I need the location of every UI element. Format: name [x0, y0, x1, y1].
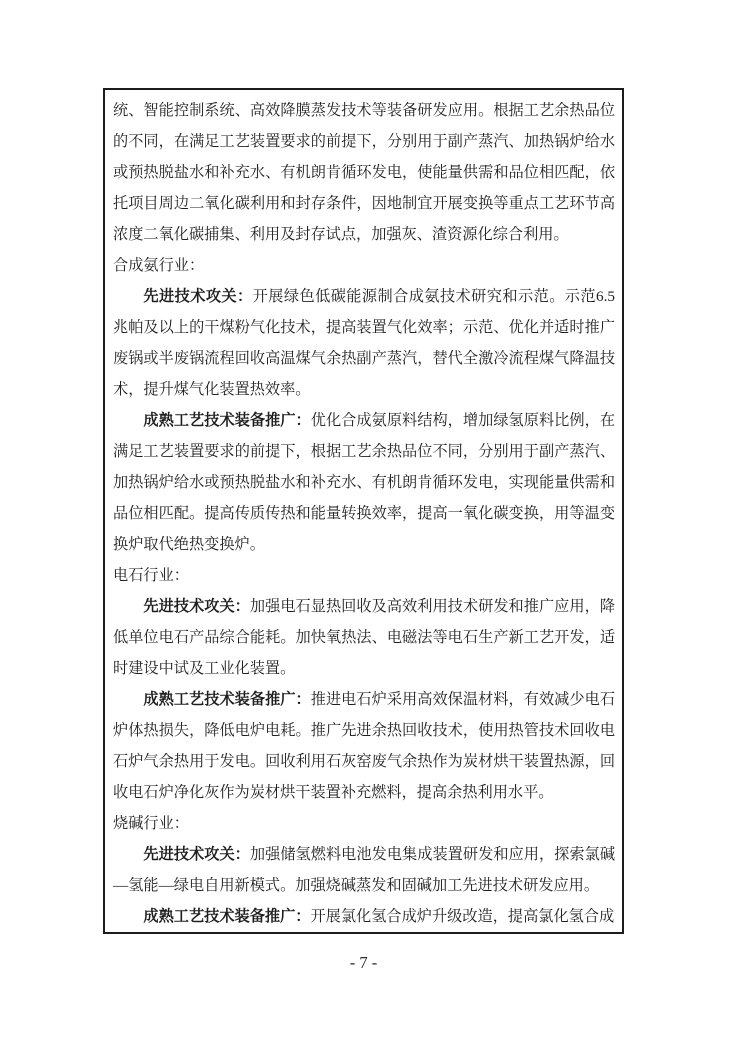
content-border-box	[103, 88, 624, 934]
paragraph-caustic-mature	[113, 901, 615, 932]
paragraph-carbide-advanced	[113, 591, 615, 684]
paragraph-text: 优化合成氨原料结构，增加绿氢原料比例，在满足工艺装置要求的前提下，根据工艺余热品位不同，分别用于副产蒸汽、加热锅炉给水或预热脱盐水和补充水、有机朗肯循环发电，实现能量供需和品位相匹配。提高传质传热和能量转换效率，提高一氧化碳变换，用等温变换炉取代绝热变换炉。	[113, 412, 616, 553]
paragraph-ammonia-mature	[113, 405, 615, 560]
paragraph-ammonia-advanced	[113, 281, 615, 405]
paragraph-carbide-mature	[113, 684, 615, 808]
paragraph-text: 开展绿色低碳能源制合成氨技术研究和示范。示范6.5兆帕及以上的干煤粉气化技术，提高装置气化效率；示范、优化并适时推广废锅或半废锅流程回收高温煤气余热副产蒸汽，替代全激冷流程煤气降温技术，提升煤气化装置热效率。	[113, 288, 616, 398]
paragraph-text: 开展氯化氢合成炉升级改造，提高氯化氢合成	[310, 908, 615, 925]
paragraph-lead: 先进技术攻关：	[143, 846, 250, 863]
section-heading-caustic-soda: 烧碱行业：	[113, 815, 189, 832]
paragraph-text: 加强储氢燃料电池发电集成装置研发和应用，探索氯碱—氢能—绿电自用新模式。加强烧碱蒸发和固碱加工先进技术研发应用。	[113, 846, 616, 894]
paragraph-text: 推进电石炉采用高效保温材料，有效减少电石炉体热损失，降低电炉电耗。推广先进余热回收技术，使用热管技术回收电石炉气余热用于发电。回收利用石灰窑废气余热作为炭材烘干装置热源，回收电石炉净化灰作为炭材烘干装置补充燃料，提高余热利用水平。	[113, 691, 616, 801]
paragraph-lead: 先进技术攻关：	[143, 598, 250, 615]
paragraph-lead: 先进技术攻关：	[143, 288, 253, 305]
page-number: - 7 -	[349, 953, 378, 972]
paragraph-text: 加强电石显热回收及高效利用技术研发和推广应用，降低单位电石产品综合能耗。加快氧热法、电磁法等电石生产新工艺开发，适时建设中试及工业化装置。	[113, 598, 616, 677]
paragraph-lead: 成熟工艺技术装备推广：	[143, 691, 311, 708]
section-heading-carbide: 电石行业：	[113, 567, 189, 584]
paragraph-lead: 成熟工艺技术装备推广：	[143, 908, 311, 925]
section-heading-ammonia: 合成氨行业：	[113, 257, 205, 274]
paragraph-lead: 成熟工艺技术装备推广：	[143, 412, 311, 429]
paragraph-caustic-advanced	[113, 839, 615, 901]
paragraph-continuation: 统、智能控制系统、高效降膜蒸发技术等装备研发应用。根据工艺余热品位的不同，在满足工艺装置要求的前提下，分别用于副产蒸汽、加热锅炉给水或预热脱盐水和补充水、有机朗肯循环发电，使能量供需和品位相匹配，依托项目周边二氧化碳利用和封存条件，因地制宜开展变换等重点工艺环节高浓度二氧化碳捕集、利用及封存试点，加强灰、渣资源化综合利用。	[113, 102, 615, 243]
